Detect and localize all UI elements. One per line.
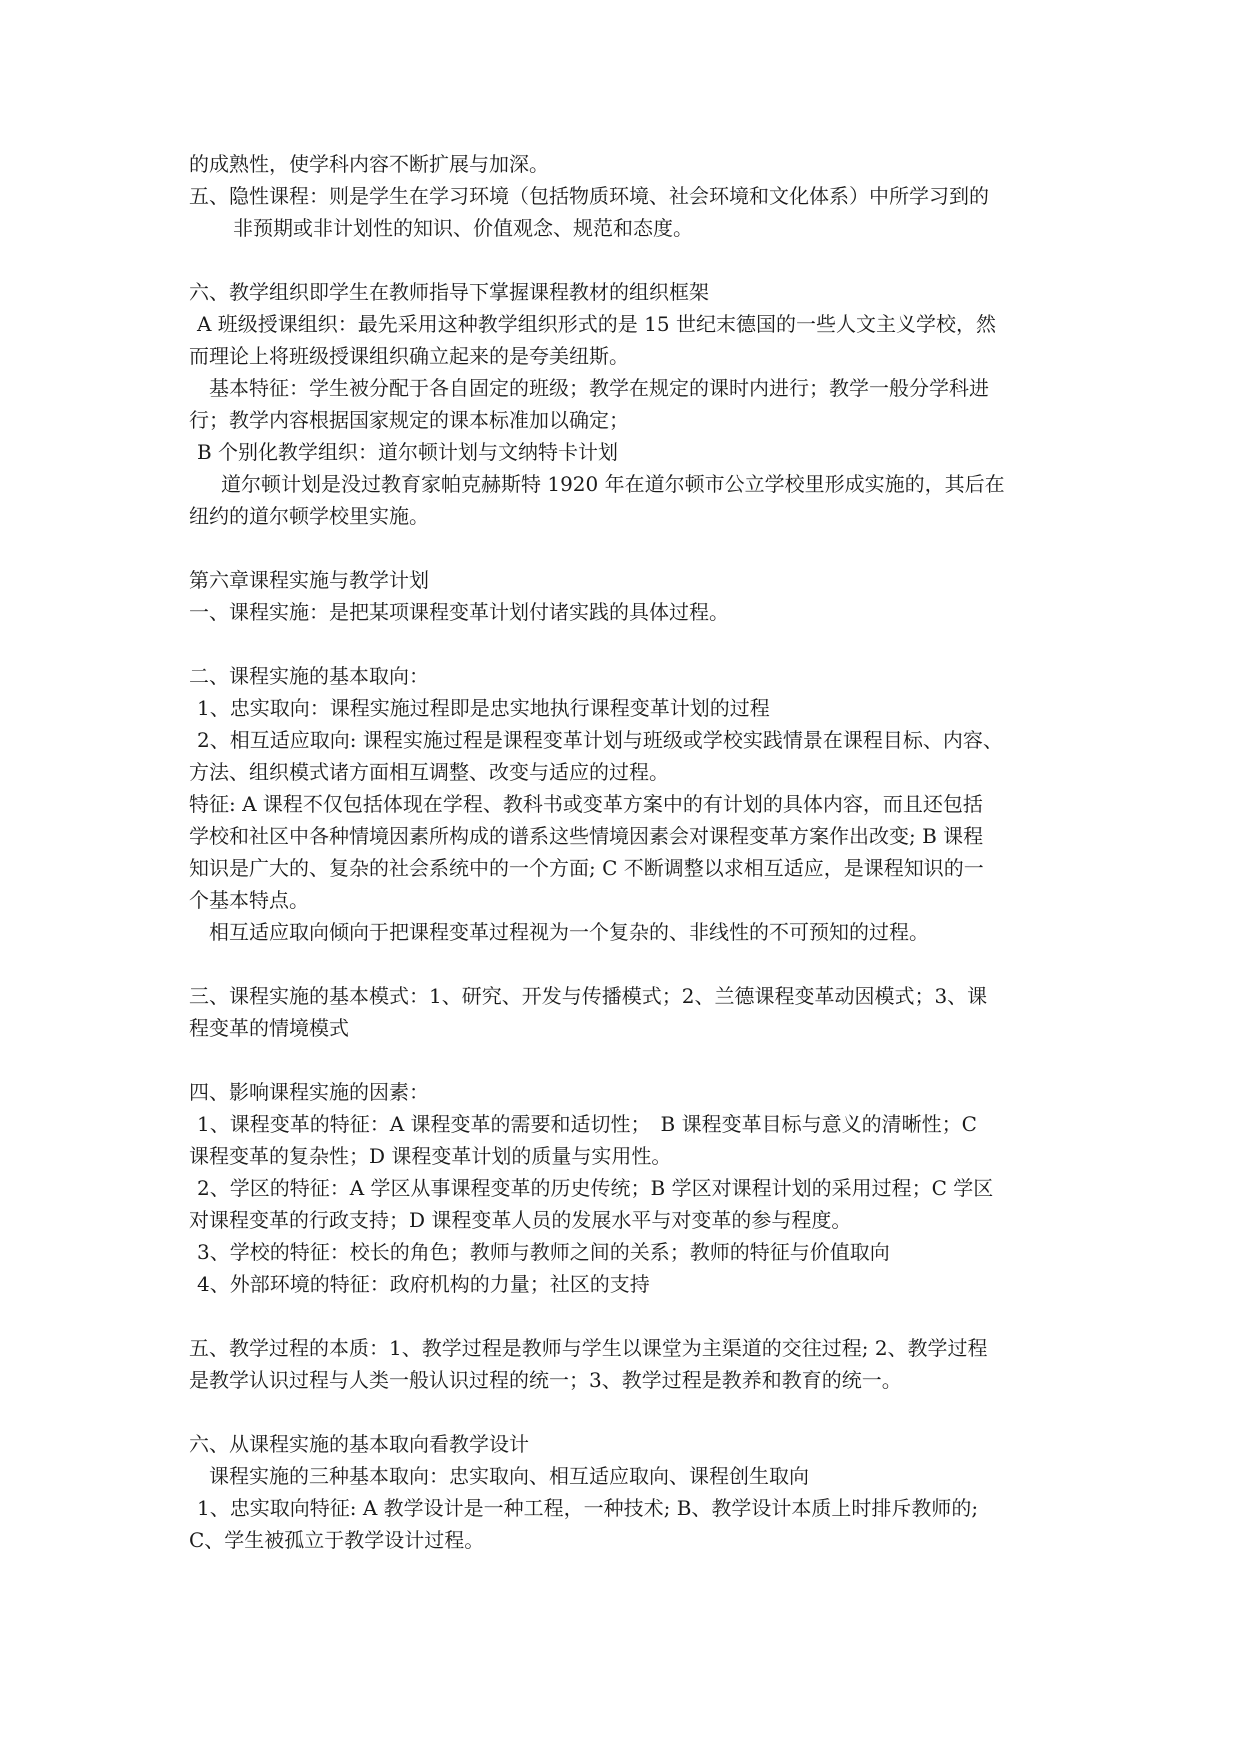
section-heading: 四、影响课程实施的因素： [189, 1080, 429, 1104]
document-body [189, 148, 1069, 1556]
section-heading: 五、隐性课程：则是学生在学习环境（包括物质环境、社会环境和文化体系）中所学习到的 [189, 184, 989, 208]
text-line: 非预期或非计划性的知识、价值观念、规范和态度。 [233, 216, 693, 240]
text-line: A 班级授课组织：最先采用这种教学组织形式的是 15 世纪末德国的一些人文主义学校，然 [197, 312, 996, 336]
text-line: C、学生被孤立于教学设计过程。 [189, 1528, 485, 1552]
text-line: 对课程变革的行政支持；D 课程变革人员的发展水平与对变革的参与程度。 [189, 1208, 852, 1232]
text-line: 知识是广大的、复杂的社会系统中的一个方面; C 不断调整以求相互适应，是课程知识的一 [189, 856, 984, 880]
text-line: 特征: A 课程不仅包括体现在学程、教科书或变革方案中的有计划的具体内容，而且还包括 [189, 792, 983, 816]
text-line: 道尔顿计划是没过教育家帕克赫斯特 1920 年在道尔顿市公立学校里形成实施的，其后在 [221, 472, 1005, 496]
text-line: 1、忠实取向：课程实施过程即是忠实地执行课程变革计划的过程 [197, 696, 770, 720]
text-line: 课程变革的复杂性；D 课程变革计划的质量与实用性。 [189, 1144, 672, 1168]
blank-line [189, 1396, 1069, 1428]
section-heading: 三、课程实施的基本模式：1、研究、开发与传播模式；2、兰德课程变革动因模式；3、课 [189, 984, 988, 1008]
text-line: 程变革的情境模式 [189, 1016, 349, 1040]
blank-line [189, 948, 1069, 980]
text-line: 3、学校的特征：校长的角色；教师与教师之间的关系；教师的特征与价值取向 [197, 1240, 890, 1264]
text-line: 2、学区的特征：A 学区从事课程变革的历史传统；B 学区对课程计划的采用过程；C 学区 [197, 1176, 994, 1200]
section-heading: 二、课程实施的基本取向： [189, 664, 429, 688]
text-line: 个基本特点。 [189, 888, 309, 912]
blank-line [189, 1044, 1069, 1076]
text-line: B 个别化教学组织：道尔顿计划与文纳特卡计划 [197, 440, 619, 464]
text-line: 是教学认识过程与人类一般认识过程的统一；3、教学过程是教养和教育的统一。 [189, 1368, 902, 1392]
text-line: 课程实施的三种基本取向：忠实取向、相互适应取向、课程创生取向 [209, 1464, 809, 1488]
text-line: 学校和社区中各种情境因素所构成的谱系这些情境因素会对课程变革方案作出改变; B 课程 [189, 824, 984, 848]
section-heading: 六、从课程实施的基本取向看教学设计 [189, 1432, 529, 1456]
section-heading: 一、课程实施：是把某项课程变革计划付诸实践的具体过程。 [189, 600, 729, 624]
text-line: 方法、组织模式诸方面相互调整、改变与适应的过程。 [189, 760, 669, 784]
text-line: 的成熟性，使学科内容不断扩展与加深。 [189, 152, 549, 176]
section-heading: 六、教学组织即学生在教师指导下掌握课程教材的组织框架 [189, 280, 709, 304]
text-line: 基本特征：学生被分配于各自固定的班级；教学在规定的课时内进行；教学一般分学科进 [209, 376, 989, 400]
text-line: 1、课程变革的特征：A 课程变革的需要和适切性； B 课程变革目标与意义的清晰性；C [197, 1112, 977, 1136]
text-line: 1、忠实取向特征: A 教学设计是一种工程，一种技术; B、教学设计本质上时排斥教师的; [197, 1496, 979, 1520]
chapter-heading: 第六章课程实施与教学计划 [189, 568, 429, 592]
text-line: 行；教学内容根据国家规定的课本标准加以确定； [189, 408, 629, 432]
text-line: 而理论上将班级授课组织确立起来的是夸美纽斯。 [189, 344, 629, 368]
blank-line [189, 244, 1069, 276]
blank-line [189, 1300, 1069, 1332]
text-line: 2、相互适应取向: 课程实施过程是课程变革计划与班级或学校实践情景在课程目标、内容、 [197, 728, 1003, 752]
section-heading: 五、教学过程的本质：1、教学过程是教师与学生以课堂为主渠道的交往过程; 2、教学过程 [189, 1336, 988, 1360]
text-line: 纽约的道尔顿学校里实施。 [189, 504, 429, 528]
text-line: 4、外部环境的特征：政府机构的力量；社区的支持 [197, 1272, 650, 1296]
text-line: 相互适应取向倾向于把课程变革过程视为一个复杂的、非线性的不可预知的过程。 [209, 920, 929, 944]
blank-line [189, 532, 1069, 564]
blank-line [189, 628, 1069, 660]
